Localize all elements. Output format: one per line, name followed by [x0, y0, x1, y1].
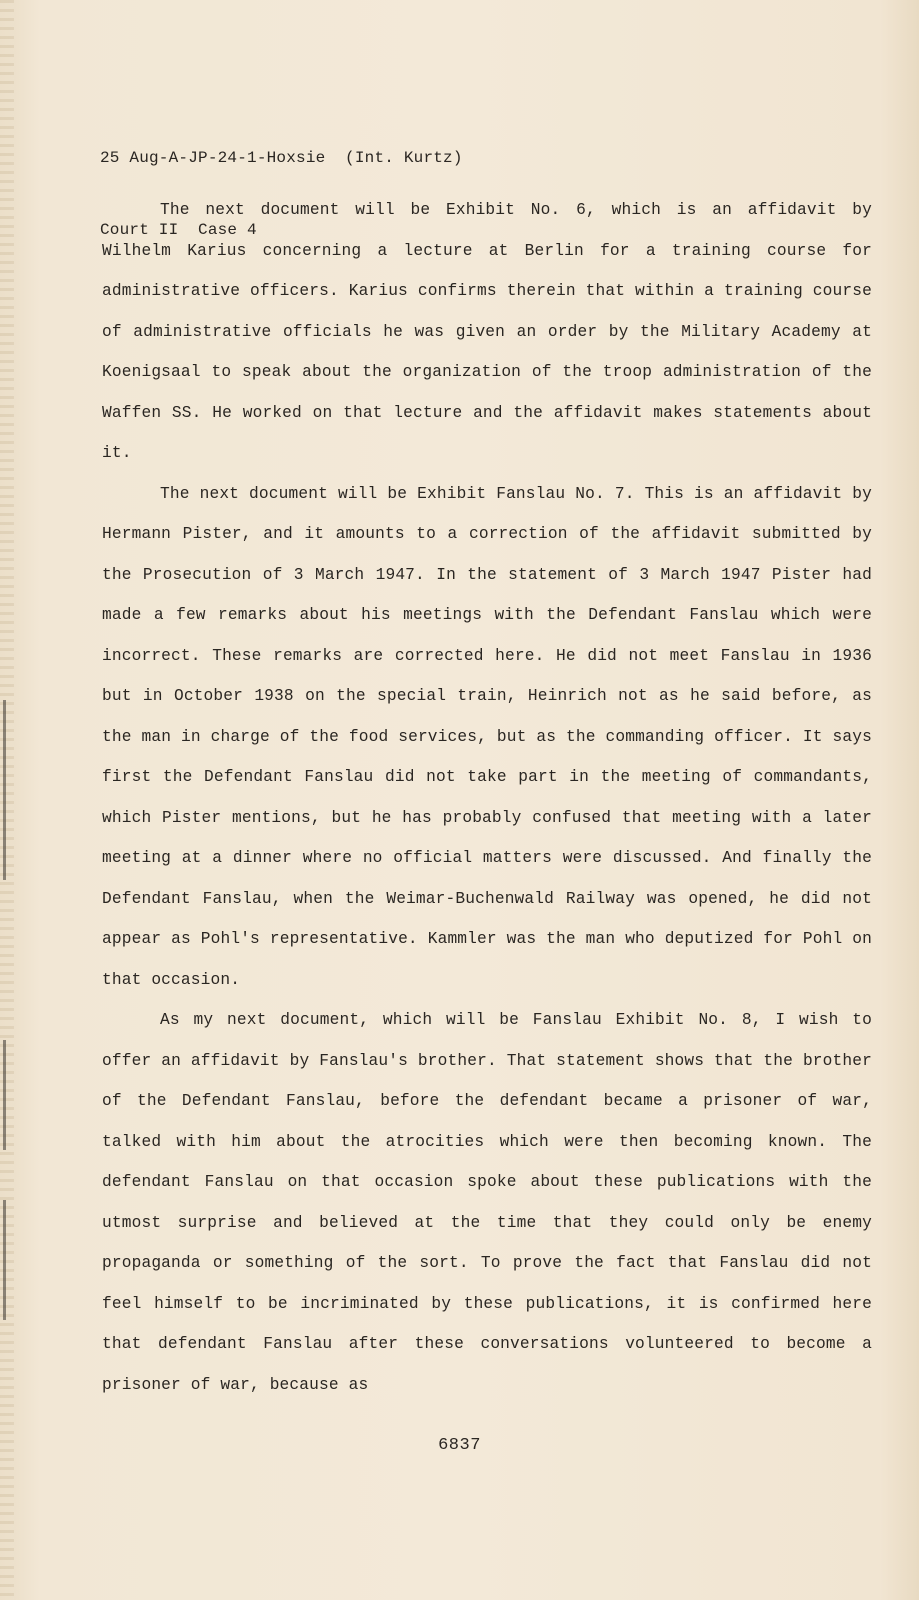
- edge-mark: [3, 1040, 6, 1150]
- paragraph: The next document will be Exhibit No. 6, which is an affidavit by Wilhelm Karius concerning a lecture at Berlin for a training course for administrative officers. Karius confirms therein that within a training course of administrative officials he was given an order by the Military Academy at Koenigsaal to speak about the organization of the troop administration of the Waffen SS. He worked on that lecture and the affidavit makes statements about it.: [102, 201, 872, 462]
- header-line-2: Court II Case 4: [100, 221, 257, 239]
- paragraph: As my next document, which will be Fanslau Exhibit No. 8, I wish to offer an affidavit by Fanslau's brother. That statement shows that the brother of the Defendant Fanslau, before the defendant became a prisoner of war, talked with him about the atrocities which were then becoming known. The defendant Fanslau on that occasion spoke about these publications with the utmost surprise and believed at the time that they could only be enemy propaganda or something of the sort. To prove the fact that Fanslau did not feel himself to be incriminated by these publications, it is confirmed here that defendant Fanslau after these conversations volunteered to become a prisoner of war, because as: [102, 1011, 872, 1394]
- document-body: [102, 190, 872, 1405]
- header-line-1: 25 Aug-A-JP-24-1-Hoxsie (Int. Kurtz): [100, 149, 463, 167]
- paragraph: The next document will be Exhibit Fanslau No. 7. This is an affidavit by Hermann Pister, and it amounts to a correction of the affidavit submitted by the Prosecution of 3 March 1947. In the statement of 3 March 1947 Pister had made a few remarks about his meetings with the Defendant Fanslau which were incorrect. These remarks are corrected here. He did not meet Fanslau in 1936 but in October 1938 on the special train, Heinrich not as he said before, as the man in charge of the food services, but as the commanding officer. It says first the Defendant Fanslau did not take part in the meeting of commandants, which Pister mentions, but he has probably confused that meeting with a later meeting at a dinner where no official matters were discussed. And finally the Defendant Fanslau, when the Weimar-Buchenwald Railway was opened, he did not appear as Pohl's representative. Kammler was the man who deputized for Pohl on that occasion.: [102, 484, 872, 989]
- page-number: 6837: [438, 1436, 481, 1455]
- edge-mark: [3, 1200, 6, 1320]
- edge-mark: [3, 700, 6, 880]
